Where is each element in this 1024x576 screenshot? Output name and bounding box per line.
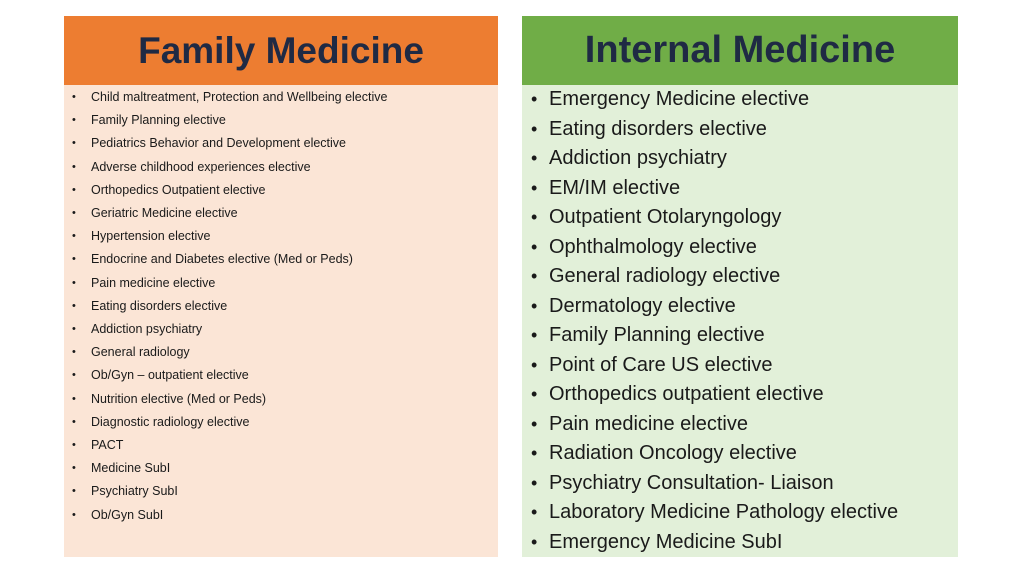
list-item [531, 115, 958, 145]
bullet-icon: • [531, 266, 538, 286]
bullet-icon: • [531, 89, 538, 109]
bullet-icon: • [72, 415, 76, 428]
bullet-icon: • [72, 183, 76, 196]
bullet-icon: • [531, 325, 538, 345]
internal-medicine-list [522, 85, 958, 557]
list-item [531, 469, 958, 499]
list-item [531, 351, 958, 381]
bullet-icon: • [72, 369, 76, 382]
bullet-icon: • [531, 413, 538, 434]
bullet-icon: • [531, 236, 538, 257]
bullet-icon: • [72, 392, 76, 405]
list-item-label: Orthopedics outpatient elective [549, 383, 824, 405]
bullet-icon: • [72, 91, 76, 103]
bullet-icon: • [72, 230, 76, 243]
family-medicine-header [64, 16, 498, 85]
list-item-label: Radiation Oncology elective [549, 442, 797, 464]
list-item-label: General radiology [91, 345, 190, 360]
family-medicine-title: Family Medicine [138, 29, 424, 71]
list-item [72, 86, 498, 109]
bullet-icon: • [531, 177, 538, 198]
list-item-label: Hypertension elective [91, 229, 211, 244]
family-medicine-panel [64, 16, 498, 557]
list-item-label: PACT [91, 438, 124, 453]
bullet-icon: • [531, 472, 538, 493]
bullet-icon: • [72, 346, 76, 359]
list-item-label: Pain medicine elective [91, 275, 216, 290]
bullet-icon: • [531, 502, 538, 522]
list-item [72, 457, 498, 480]
family-medicine-list [64, 85, 498, 527]
list-item [531, 262, 958, 292]
list-item [72, 295, 498, 318]
bullet-icon: • [72, 160, 76, 173]
bullet-icon: • [72, 137, 76, 150]
list-item-label: Diagnostic radiology elective [91, 414, 250, 429]
list-item-label: Medicine SubI [91, 461, 171, 476]
bullet-icon: • [72, 114, 76, 127]
bullet-icon: • [531, 443, 538, 463]
list-item-label: Dermatology elective [549, 294, 736, 317]
list-item [72, 341, 498, 364]
bullet-icon: • [531, 384, 538, 404]
internal-medicine-title: Internal Medicine [584, 29, 896, 71]
bullet-icon: • [531, 531, 538, 552]
list-item [72, 318, 498, 341]
list-item-label: Orthopedics Outpatient elective [91, 182, 266, 197]
list-item [72, 225, 498, 248]
list-item [531, 144, 958, 174]
list-item-label: Laboratory Medicine Pathology elective [549, 501, 899, 523]
list-item [72, 156, 498, 179]
list-item-label: Family Planning elective [91, 113, 226, 128]
list-item [72, 202, 498, 225]
list-item-label: Addiction psychiatry [91, 322, 203, 337]
list-item-label: Ob/Gyn SubI [91, 507, 164, 522]
internal-medicine-header [522, 16, 958, 85]
list-item [72, 434, 498, 457]
list-item [72, 132, 498, 155]
list-item [72, 480, 498, 503]
bullet-icon: • [72, 207, 76, 220]
list-item-label: Eating disorders elective [549, 117, 767, 140]
list-item [531, 439, 958, 469]
list-item-label: EM/IM elective [549, 176, 681, 199]
list-item [72, 504, 498, 527]
list-item-label: Child maltreatment, Protection and Wellbeing elective [91, 90, 388, 104]
list-item [531, 321, 958, 351]
list-item-label: Emergency Medicine SubI [549, 530, 783, 553]
bullet-icon: • [72, 462, 76, 475]
list-item [72, 411, 498, 434]
list-item-label: Addiction psychiatry [549, 147, 727, 169]
bullet-icon: • [72, 299, 76, 312]
list-item-label: Ob/Gyn – outpatient elective [91, 368, 249, 383]
list-item-label: General radiology elective [549, 265, 781, 287]
list-item-label: Endocrine and Diabetes elective (Med or Peds) [91, 252, 353, 267]
bullet-icon: • [72, 508, 76, 521]
bullet-icon: • [531, 118, 538, 139]
list-item-label: Outpatient Otolaryngology [549, 206, 782, 228]
bullet-icon: • [531, 295, 538, 316]
list-item-label: Point of Care US elective [549, 353, 773, 376]
list-item-label: Family Planning elective [549, 324, 765, 346]
bullet-icon: • [72, 439, 76, 452]
list-item [531, 498, 958, 528]
list-item-label: Geriatric Medicine elective [91, 206, 238, 221]
list-item-label: Psychiatry SubI [91, 484, 178, 499]
bullet-icon: • [72, 276, 76, 289]
list-item [531, 410, 958, 440]
bullet-icon: • [531, 354, 538, 375]
list-item-label: Eating disorders elective [91, 298, 228, 313]
list-item-label: Psychiatry Consultation- Liaison [549, 471, 834, 494]
list-item [72, 109, 498, 132]
list-item [72, 179, 498, 202]
list-item-label: Pediatrics Behavior and Development elective [91, 136, 346, 151]
list-item-label: Pain medicine elective [549, 412, 748, 435]
bullet-icon: • [531, 207, 538, 227]
bullet-icon: • [531, 148, 538, 168]
list-item [531, 292, 958, 322]
list-item-label: Emergency Medicine elective [549, 88, 810, 110]
bullet-icon: • [72, 485, 76, 498]
list-item [531, 233, 958, 263]
list-item [72, 364, 498, 387]
list-item [72, 388, 498, 411]
list-item [531, 85, 958, 115]
internal-medicine-panel [522, 16, 958, 557]
list-item-label: Nutrition elective (Med or Peds) [91, 391, 267, 406]
list-item [72, 248, 498, 271]
list-item-label: Adverse childhood experiences elective [91, 159, 311, 174]
list-item [531, 203, 958, 233]
list-item [531, 528, 958, 558]
list-item [531, 174, 958, 204]
list-item [72, 272, 498, 295]
list-item-label: Ophthalmology elective [549, 235, 757, 258]
bullet-icon: • [72, 253, 76, 266]
bullet-icon: • [72, 323, 76, 336]
list-item [531, 380, 958, 410]
